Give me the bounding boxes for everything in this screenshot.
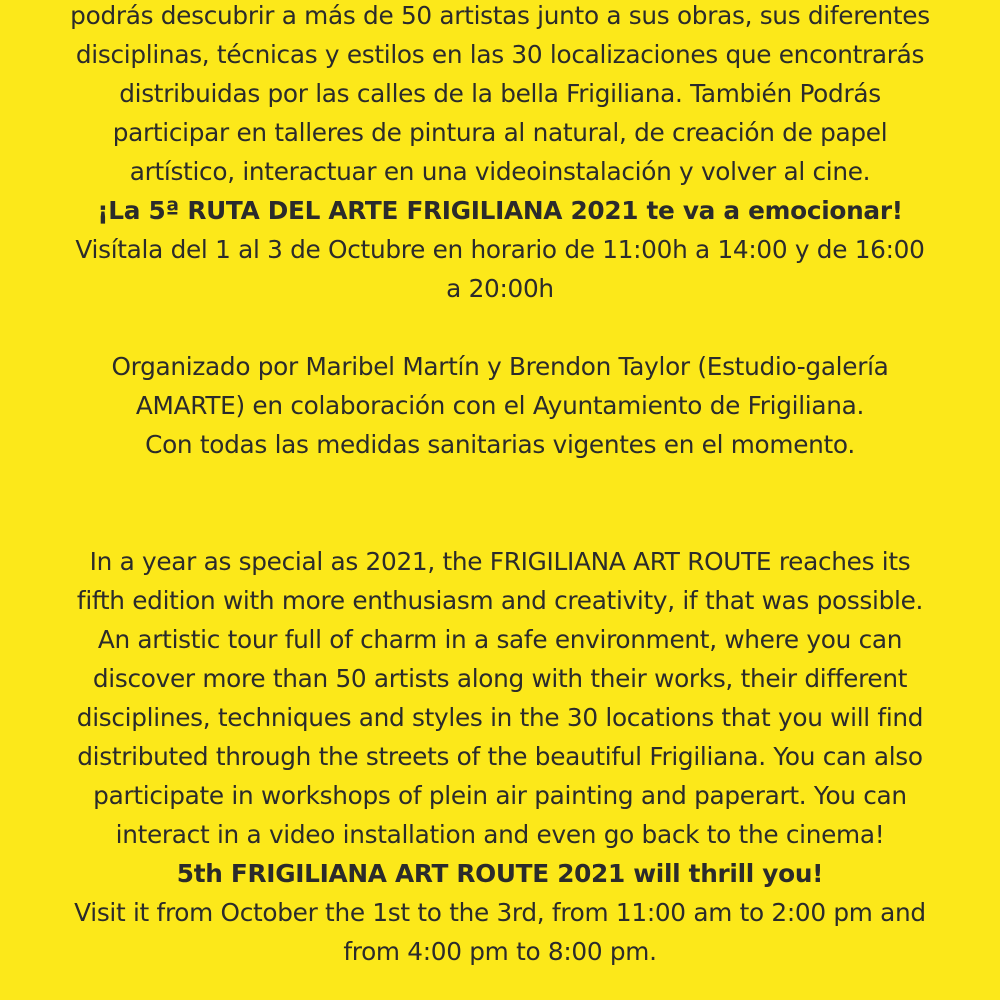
english-schedule-line: from 4:00 pm to 8:00 pm. (343, 937, 657, 966)
english-schedule-line: Visit it from October the 1st to the 3rd, from 11:00 am to 2:00 pm and (74, 898, 926, 927)
spanish-intro-line: podrás descubrir a más de 50 artistas junto a sus obras, sus diferentes (70, 1, 930, 30)
spanish-intro-line: participar en talleres de pintura al natural, de creación de papel (112, 118, 888, 147)
english-body-line: interact in a video installation and even go back to the cinema! (115, 820, 885, 849)
spanish-schedule-line: Visítala del 1 al 3 de Octubre en horario de 11:00h a 14:00 y de 16:00 (75, 235, 925, 264)
english-body-line: participate in workshops of plein air painting and paperart. You can (93, 781, 907, 810)
spanish-schedule-line: a 20:00h (446, 274, 554, 303)
english-headline: 5th FRIGILIANA ART ROUTE 2021 will thrill you! (176, 859, 824, 888)
english-body-line: disciplines, techniques and styles in the 30 locations that you will find (76, 703, 924, 732)
spanish-organizer-line: AMARTE) en colaboración con el Ayuntamiento de Frigiliana. (135, 391, 865, 420)
spanish-organizer-line: Organizado por Maribel Martín y Brendon Taylor (Estudio-galería (111, 352, 889, 381)
english-body-line: distributed through the streets of the beautiful Frigiliana. You can also (77, 742, 923, 771)
spanish-intro-line: disciplinas, técnicas y estilos en las 30 localizaciones que encontrarás (75, 40, 925, 69)
english-body-line: An artistic tour full of charm in a safe environment, where you can (97, 625, 903, 654)
spanish-intro-line: artístico, interactuar en una videoinstalación y volver al cine. (129, 157, 871, 186)
english-body-line: In a year as special as 2021, the FRIGILIANA ART ROUTE reaches its (89, 547, 911, 576)
spanish-intro-line: distribuidas por las calles de la bella Frigiliana. También Podrás (119, 79, 881, 108)
english-body-line: discover more than 50 artists along with their works, their different (92, 664, 908, 693)
spanish-headline: ¡La 5ª RUTA DEL ARTE FRIGILIANA 2021 te va a emocionar! (97, 196, 903, 225)
spanish-organizer-line: Con todas las medidas sanitarias vigentes en el momento. (145, 430, 855, 459)
english-body-line: fifth edition with more enthusiasm and creativity, if that was possible. (76, 586, 924, 615)
